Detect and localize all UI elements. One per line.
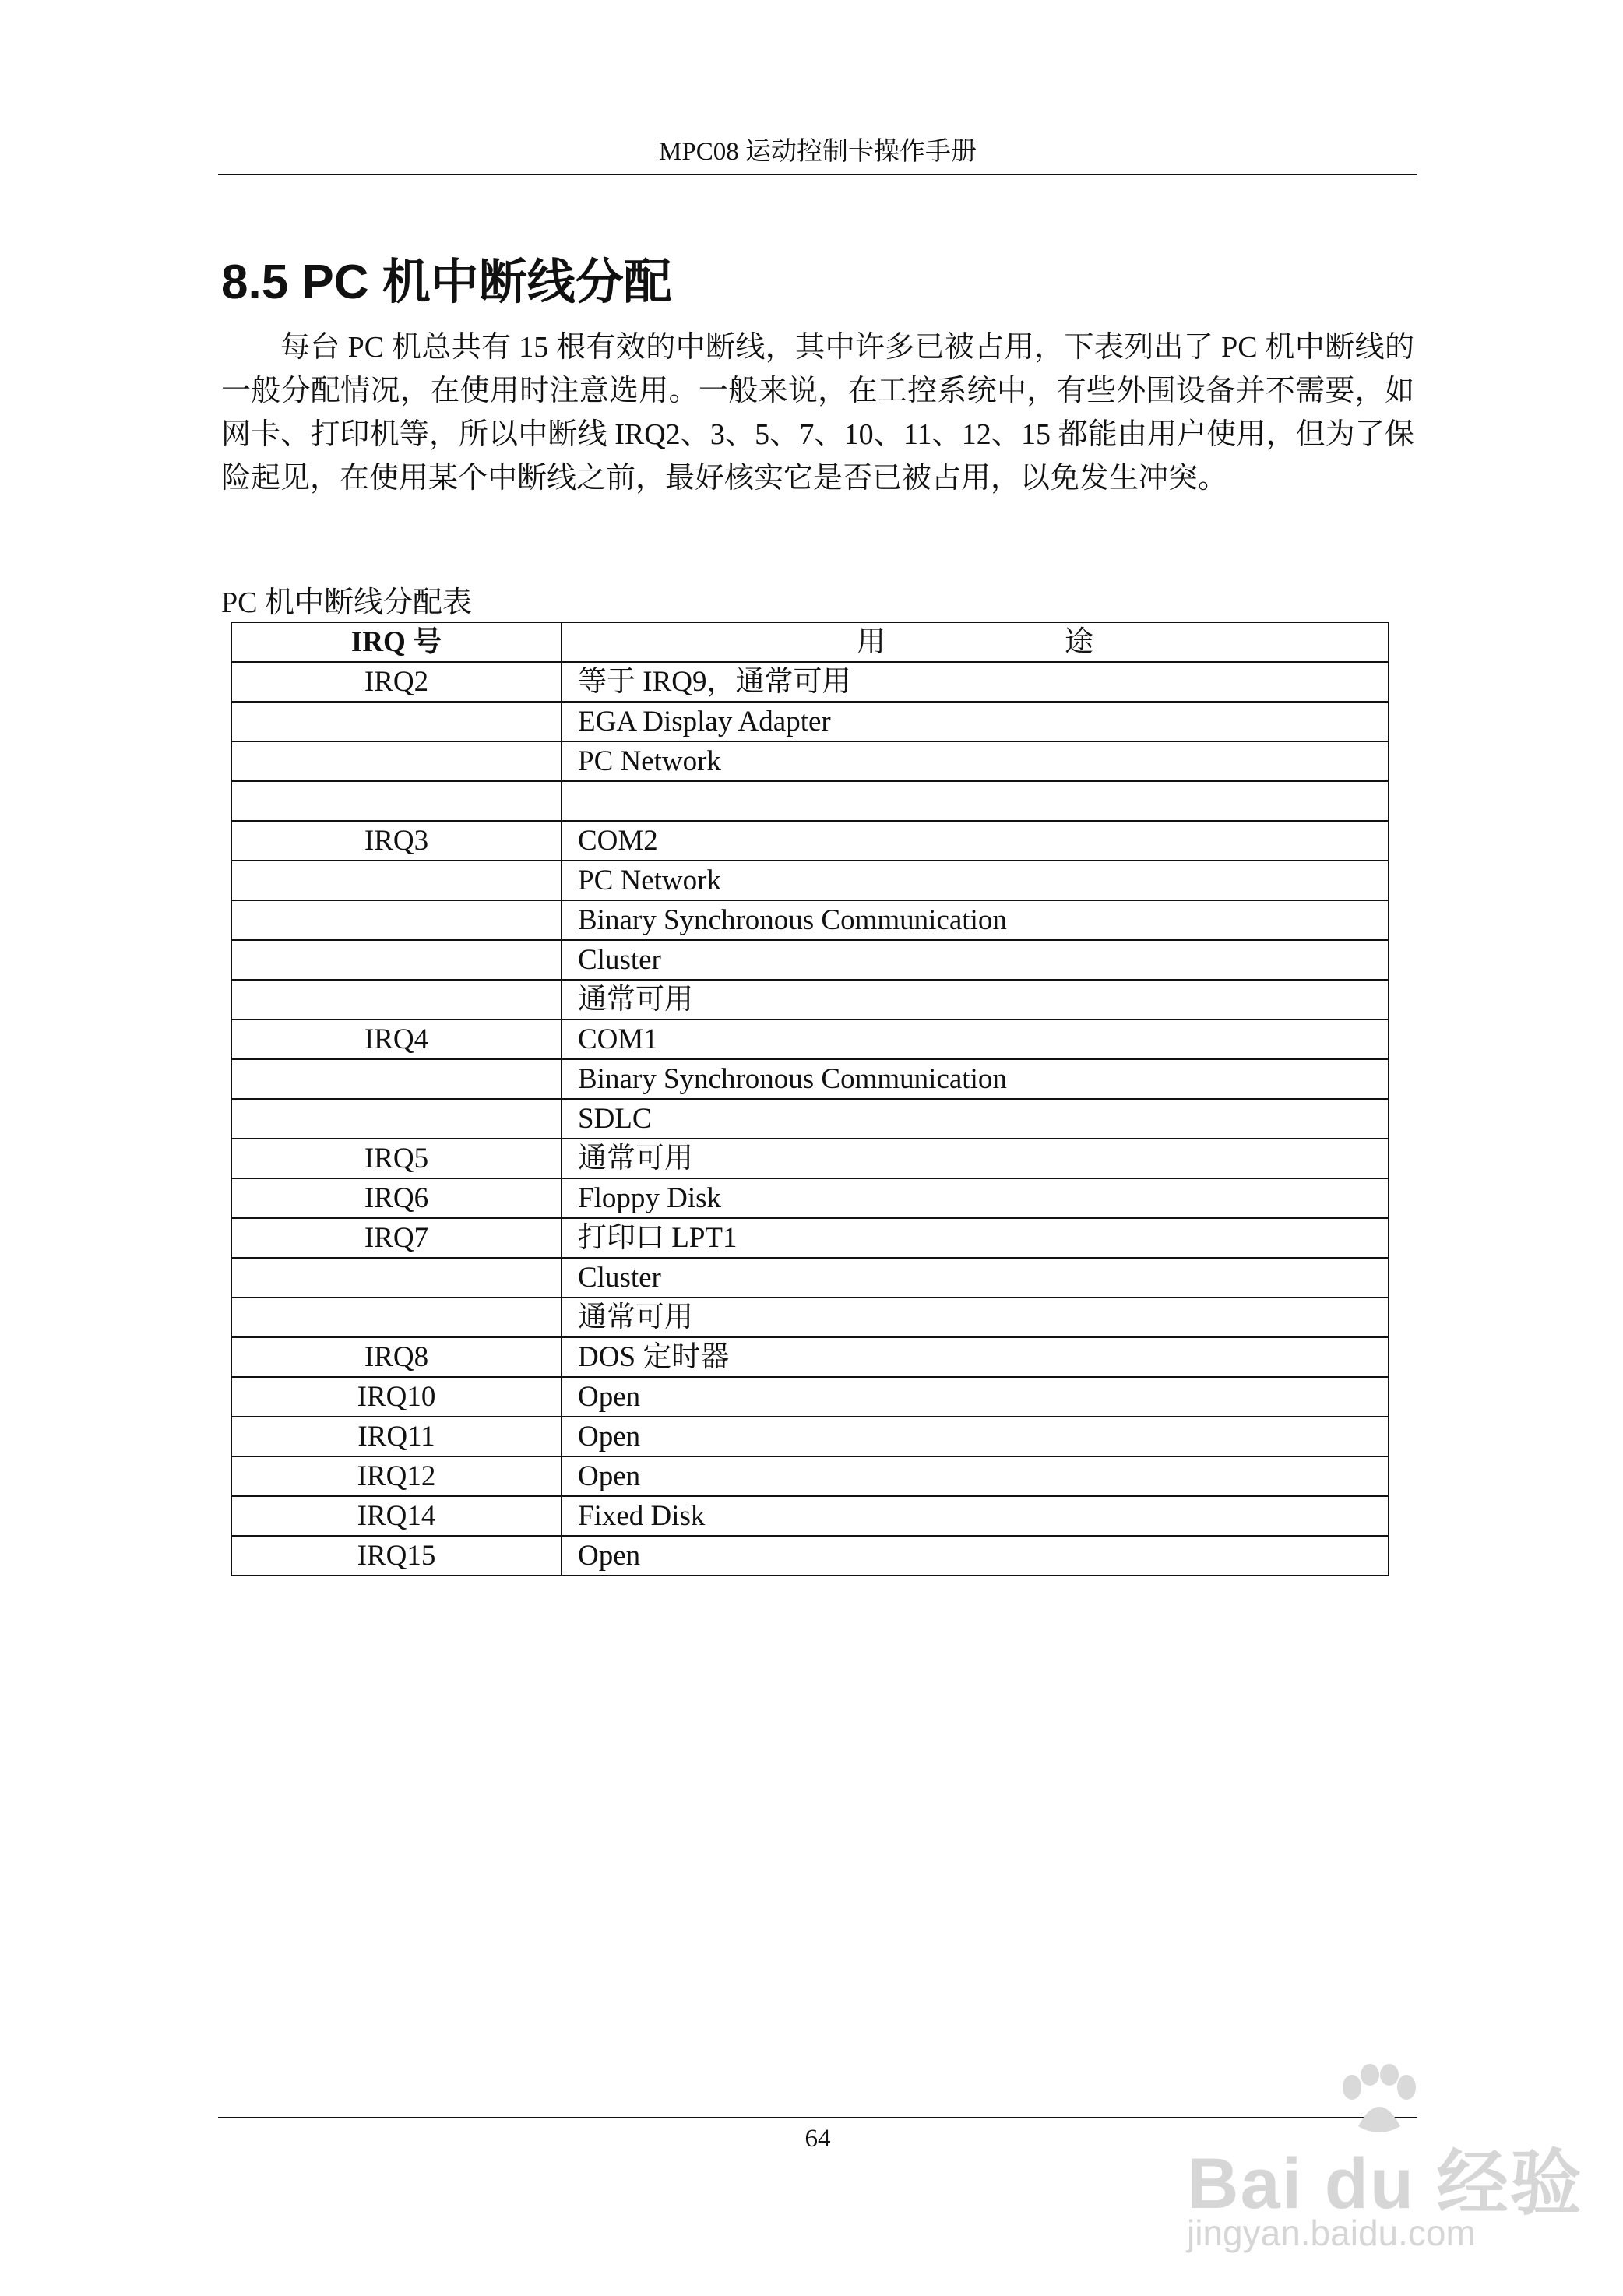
table-row [231,1496,1389,1536]
table-row [231,861,1389,900]
irq-cell [231,900,562,940]
page-number: 64 [804,2125,831,2153]
table-row [231,1019,1389,1059]
irq-cell [231,940,562,980]
irq-cell: IRQ11 [231,1417,562,1456]
irq-cell [231,1258,562,1298]
irq-cell: IRQ6 [231,1178,562,1218]
use-cell: 等于 IRQ9，通常可用 [562,662,1389,702]
irq-cell [231,702,562,741]
running-header: MPC08 运动控制卡操作手册 [659,138,977,166]
use-cell: 通常可用 [562,1139,1389,1178]
table-row [231,1099,1389,1139]
irq-cell: IRQ4 [231,1019,562,1059]
irq-cell: IRQ15 [231,1536,562,1576]
table-row [231,1417,1389,1456]
irq-cell: IRQ5 [231,1139,562,1178]
irq-cell [231,741,562,781]
section-title: 8.5 PC 机中断线分配 [221,255,672,309]
use-cell [562,781,1389,821]
use-cell: Binary Synchronous Communication [562,1059,1389,1099]
watermark-url: jingyan.baidu.com [1187,2213,1476,2253]
irq-cell: IRQ3 [231,821,562,861]
table-row [231,741,1389,781]
use-cell: EGA Display Adapter [562,702,1389,741]
irq-cell: IRQ10 [231,1377,562,1417]
irq-cell: IRQ12 [231,1456,562,1496]
watermark-logo: Bai du 经验 [1187,2144,1583,2224]
table-row [231,1139,1389,1178]
table-row [231,1258,1389,1298]
use-cell: Cluster [562,940,1389,980]
irq-cell [231,1099,562,1139]
use-cell: PC Network [562,741,1389,781]
table-header-row [231,622,1389,662]
table-body [231,662,1389,1576]
use-cell: COM1 [562,1019,1389,1059]
use-cell: 打印口 LPT1 [562,1218,1389,1258]
irq-cell [231,1059,562,1099]
use-cell: Fixed Disk [562,1496,1389,1536]
irq-cell: IRQ8 [231,1337,562,1377]
header-use-char-1: 用 [857,625,885,658]
irq-cell: IRQ14 [231,1496,562,1536]
irq-cell [231,861,562,900]
table-row [231,900,1389,940]
table-caption: PC 机中断线分配表 [221,586,472,619]
irq-cell: IRQ2 [231,662,562,702]
table-row [231,1536,1389,1576]
table-row [231,1377,1389,1417]
irq-cell: IRQ7 [231,1218,562,1258]
use-cell: COM2 [562,821,1389,861]
table-row [231,781,1389,821]
baidu-watermark [1187,2064,1583,2253]
table-row [231,1298,1389,1337]
table-row [231,702,1389,741]
table-row [231,940,1389,980]
use-cell: 通常可用 [562,1298,1389,1337]
table-row [231,1218,1389,1258]
table-row [231,662,1389,702]
table-row [231,1178,1389,1218]
irq-cell [231,781,562,821]
use-cell: Open [562,1456,1389,1496]
body-paragraph: 每台 PC 机总共有 15 根有效的中断线，其中许多已被占用，下表列出了 PC 机中断线的一般分配情况，在使用时注意选用。一般来说，在工控系统中，有些外围设备并不需要，如网卡、打印机等，所以中断线 IRQ2、3、5、7、10、11、12、15 都能由用户使用，但为了保险起见，在使用某个中断线之前，最好核实它是否已被占用，以免发生冲突。 [221,331,1414,495]
irq-cell [231,1298,562,1337]
table-row [231,1456,1389,1496]
table-row [231,821,1389,861]
use-cell: Binary Synchronous Communication [562,900,1389,940]
header-irq: IRQ 号 [231,622,562,662]
table-row [231,1337,1389,1377]
use-cell: Open [562,1536,1389,1576]
use-cell: Cluster [562,1258,1389,1298]
header-use-char-2: 途 [1065,625,1093,658]
use-cell: 通常可用 [562,980,1389,1019]
header-rule [218,174,1417,175]
use-cell: PC Network [562,861,1389,900]
use-cell: Open [562,1377,1389,1417]
use-cell: DOS 定时器 [562,1337,1389,1377]
header-use [562,622,1389,662]
table-row [231,1059,1389,1099]
irq-cell [231,980,562,1019]
table-row [231,980,1389,1019]
irq-allocation-table [231,622,1389,1576]
use-cell: Floppy Disk [562,1178,1389,1218]
use-cell: Open [562,1417,1389,1456]
use-cell: SDLC [562,1099,1389,1139]
